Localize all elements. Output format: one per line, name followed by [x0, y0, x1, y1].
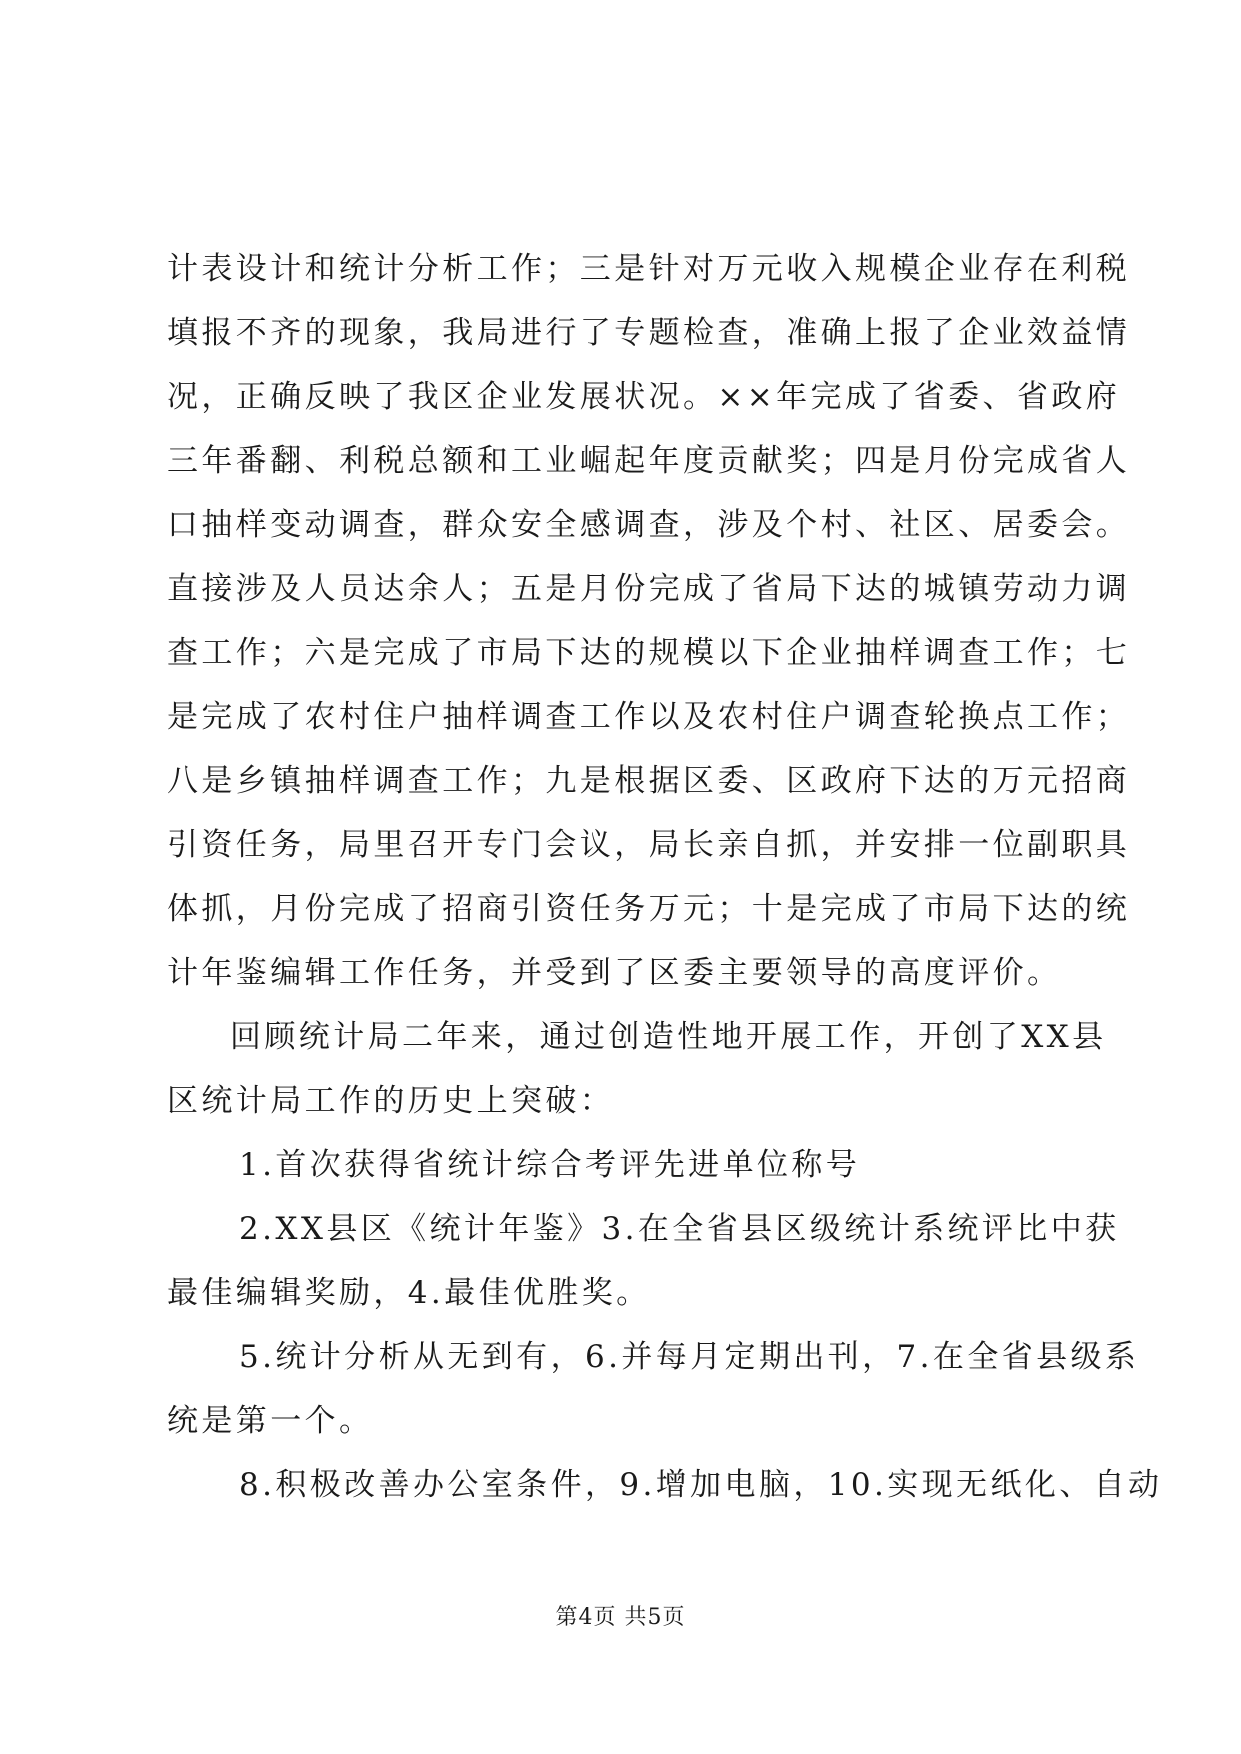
text-line: 填报不齐的现象，我局进行了专题检查，准确上报了企业效益情	[167, 315, 1131, 351]
text-line: 查工作；六是完成了市局下达的规模以下企业抽样调查工作；七	[167, 635, 1131, 671]
list-item: 1.首次获得省统计综合考评先进单位称号	[239, 1147, 861, 1183]
text-line: 况，正确反映了我区企业发展状况。××年完成了省委、省政府	[167, 379, 1121, 415]
text-line: 是完成了农村住户抽样调查工作以及农村住户调查轮换点工作；	[167, 699, 1131, 735]
text-line: 计年鉴编辑工作任务，并受到了区委主要领导的高度评价。	[167, 955, 1062, 991]
text-line: 计表设计和统计分析工作；三是针对万元收入规模企业存在利税	[167, 251, 1131, 287]
list-item: 5.统计分析从无到有，6.并每月定期出刊，7.在全省县级系	[239, 1339, 1140, 1375]
body-text	[167, 237, 1163, 1517]
text-line: 体抓，月份完成了招商引资任务万元；十是完成了市局下达的统	[167, 891, 1131, 927]
text-line: 最佳编辑奖励，4.最佳优胜奖。	[167, 1275, 651, 1311]
text-line: 三年番翻、利税总额和工业崛起年度贡献奖；四是月份完成省人	[167, 443, 1131, 479]
page-number-footer: 第4页 共5页	[555, 1605, 686, 1630]
list-item: 2.XX县区《统计年鉴》3.在全省县区级统计系统评比中获	[239, 1211, 1120, 1247]
text-line: 八是乡镇抽样调查工作；九是根据区委、区政府下达的万元招商	[167, 763, 1131, 799]
list-item: 8.积极改善办公室条件，9.增加电脑，10.实现无纸化、自动	[239, 1467, 1163, 1503]
text-line: 引资任务，局里召开专门会议，局长亲自抓，并安排一位副职具	[167, 827, 1131, 863]
paragraph-first-line: 回顾统计局二年来，通过创造性地开展工作，开创了XX县	[230, 1019, 1107, 1055]
text-line: 区统计局工作的历史上突破：	[167, 1083, 615, 1119]
text-line: 口抽样变动调查，群众安全感调查，涉及个村、社区、居委会。	[167, 507, 1131, 543]
text-line: 直接涉及人员达余人；五是月份完成了省局下达的城镇劳动力调	[167, 571, 1131, 607]
text-line: 统是第一个。	[167, 1403, 374, 1439]
